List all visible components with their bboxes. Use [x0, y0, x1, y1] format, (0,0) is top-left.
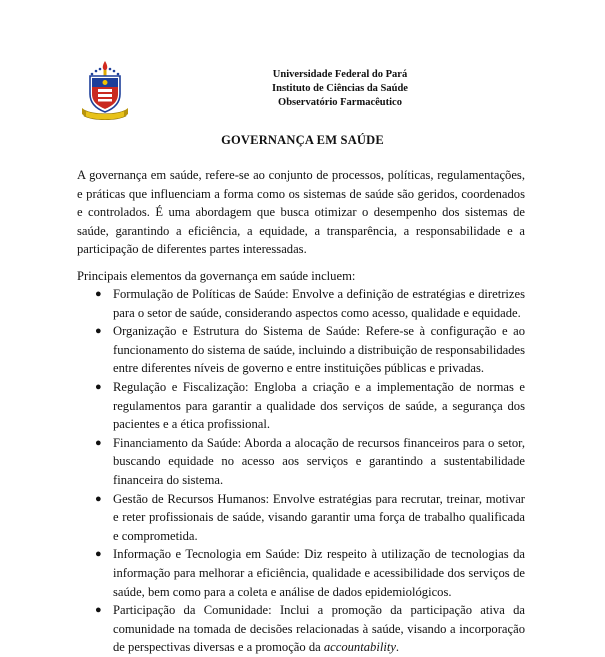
- list-item: [77, 285, 525, 322]
- observatory-name: Observatório Farmacêutico: [278, 97, 402, 108]
- list-item-text: Organização e Estrutura do Sistema de Saúde: Refere-se à configuração e ao funcionamento do sistema de saúde, incluindo a distribuição de responsabilidades entre diferentes níveis de governo e entre instituições públicas e privadas.: [113, 324, 525, 376]
- list-item-text: Informação e Tecnologia em Saúde: Diz respeito à utilização de tecnologias da informação para melhorar a eficiência, qualidade e acessibilidade dos serviços de saúde, bem como para a coleta e análise de dados epidemiológicos.: [113, 547, 525, 599]
- list-item-text: Regulação e Fiscalização: Engloba a criação e a implementação de normas e regulamentos para garantir a qualidade dos serviços de saúde, a segurança dos pacientes e a ética profissional.: [113, 379, 525, 432]
- accountability-term: accountability: [323, 640, 396, 655]
- bullet-icon: ●: [95, 325, 102, 338]
- bullet-icon: ●: [95, 492, 102, 505]
- university-name: Universidade Federal do Pará: [272, 69, 408, 80]
- list-item: [77, 545, 525, 601]
- list-item: [77, 601, 525, 657]
- elements-list: [77, 285, 525, 657]
- list-item-text: Gestão de Recursos Humanos: Envolve estratégias para recrutar, treinar, motivar e reter profissionais de saúde, visando garantir uma força de trabalho qualificada e comprometida.: [113, 491, 525, 543]
- list-item-text: Formulação de Políticas de Saúde: Envolve a definição de estratégias e diretrizes para o setor de saúde, considerando aspectos como acesso, qualidade e equidade.: [113, 287, 525, 320]
- document-title: GOVERNANÇA EM SAÚDE: [221, 133, 384, 147]
- list-item: [77, 434, 525, 490]
- bullet-icon: ●: [95, 436, 102, 449]
- list-item: [77, 378, 525, 434]
- bullet-icon: ●: [95, 288, 102, 300]
- bullet-icon: ●: [95, 548, 102, 561]
- elements-lead: Principais elementos da governança em saúde incluem:: [77, 269, 356, 283]
- bullet-icon: ●: [95, 380, 102, 393]
- list-item: [77, 322, 525, 378]
- list-item-text: Participação da Comunidade: Inclui a promoção da participação ativa da comunidade na tomada de decisões relacionadas à saúde, visando a incorporação de perspectivas diversas e a promoção da: [113, 603, 525, 655]
- institution-block: [210, 68, 470, 110]
- institute-name: Instituto de Ciências da Saúde: [272, 83, 408, 94]
- list-item: [77, 490, 525, 546]
- list-item-text: Financiamento da Saúde: Aborda a alocação de recursos financeiros para o setor, buscando equidade no acesso aos serviços e garantindo a sustentabilidade financeira do sistema.: [113, 435, 525, 487]
- intro-paragraph: A governança em saúde, refere-se ao conjunto de processos, políticas, regulamentações, e práticas que influenciam a forma como os sistemas de saúde são geridos, coordenados e controlados. É uma abordagem que busca otimizar o desempenho dos sistemas de saúde, garantindo a eficiência, a equidade, a transparência, a responsabilidade e a participação de diferentes partes interessadas.: [77, 168, 525, 257]
- document-header: [0, 60, 605, 120]
- list-item-end: .: [395, 640, 400, 655]
- ufpa-coat-of-arms-icon: [80, 60, 130, 122]
- bullet-icon: ●: [95, 604, 102, 617]
